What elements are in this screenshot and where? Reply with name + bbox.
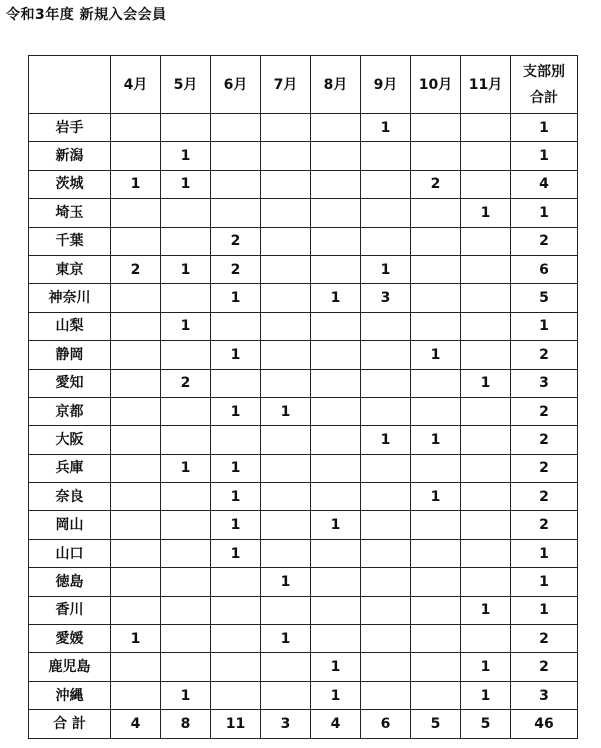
month-count-cell — [361, 369, 411, 397]
month-count-cell: 1 — [161, 170, 211, 198]
month-count-cell — [361, 341, 411, 369]
month-count-cell — [161, 653, 211, 681]
month-count-cell: 1 — [261, 397, 311, 425]
month-count-cell — [211, 681, 261, 709]
branch-total-cell: 2 — [511, 426, 578, 454]
month-count-cell — [361, 397, 411, 425]
branch-total-cell: 1 — [511, 568, 578, 596]
branch-total-header-line1: 支部別 — [523, 63, 565, 80]
month-count-cell — [361, 511, 411, 539]
branch-total-header — [511, 56, 578, 114]
month-count-cell — [211, 312, 261, 340]
month-total-cell: 5 — [461, 710, 511, 738]
month-count-cell — [461, 568, 511, 596]
month-count-cell: 1 — [311, 681, 361, 709]
table-row — [29, 596, 578, 624]
month-count-cell — [311, 114, 361, 142]
month-count-cell — [311, 454, 361, 482]
branch-total-cell: 2 — [511, 511, 578, 539]
month-count-cell — [461, 114, 511, 142]
month-count-cell — [161, 483, 211, 511]
month-count-cell — [361, 568, 411, 596]
branch-total-cell: 2 — [511, 454, 578, 482]
month-count-cell — [161, 539, 211, 567]
branch-total-cell: 2 — [511, 227, 578, 255]
month-count-cell — [411, 653, 461, 681]
month-total-cell: 5 — [411, 710, 461, 738]
month-count-cell — [211, 625, 261, 653]
month-count-cell: 2 — [211, 227, 261, 255]
branch-name: 鹿児島 — [29, 653, 111, 681]
month-count-cell — [161, 227, 211, 255]
branch-total-cell: 5 — [511, 284, 578, 312]
branch-total-cell: 3 — [511, 369, 578, 397]
table-row — [29, 284, 578, 312]
branch-total-header-line2: 合計 — [530, 89, 558, 106]
month-count-cell — [461, 341, 511, 369]
branch-name: 神奈川 — [29, 284, 111, 312]
month-count-cell — [211, 568, 261, 596]
month-header: 7月 — [261, 56, 311, 114]
month-count-cell — [411, 284, 461, 312]
month-count-cell: 1 — [111, 170, 161, 198]
month-count-cell — [211, 653, 261, 681]
month-count-cell — [411, 539, 461, 567]
month-total-cell: 3 — [261, 710, 311, 738]
branch-total-cell: 2 — [511, 483, 578, 511]
month-count-cell — [461, 454, 511, 482]
month-header: 9月 — [361, 56, 411, 114]
branch-total-cell: 1 — [511, 312, 578, 340]
month-count-cell — [211, 114, 261, 142]
month-count-cell — [261, 653, 311, 681]
month-count-cell — [411, 625, 461, 653]
month-count-cell — [261, 170, 311, 198]
month-count-cell: 1 — [361, 426, 411, 454]
month-count-cell — [461, 539, 511, 567]
branch-name: 愛知 — [29, 369, 111, 397]
month-count-cell — [261, 341, 311, 369]
grand-total-cell: 46 — [511, 710, 578, 738]
month-count-cell — [311, 341, 361, 369]
table-body — [29, 114, 578, 739]
month-count-cell: 1 — [461, 681, 511, 709]
month-count-cell: 1 — [211, 454, 261, 482]
branch-total-cell: 2 — [511, 625, 578, 653]
month-count-cell — [361, 227, 411, 255]
month-count-cell: 1 — [411, 426, 461, 454]
month-count-cell — [311, 142, 361, 170]
month-count-cell — [111, 454, 161, 482]
branch-name: 岩手 — [29, 114, 111, 142]
month-count-cell: 1 — [411, 483, 461, 511]
branch-total-cell: 1 — [511, 142, 578, 170]
month-count-cell — [161, 397, 211, 425]
branch-name: 大阪 — [29, 426, 111, 454]
month-header: 5月 — [161, 56, 211, 114]
month-count-cell — [361, 199, 411, 227]
table-row — [29, 625, 578, 653]
month-count-cell — [461, 170, 511, 198]
month-count-cell — [461, 397, 511, 425]
month-count-cell: 2 — [161, 369, 211, 397]
month-count-cell — [311, 539, 361, 567]
table-row — [29, 341, 578, 369]
table-row — [29, 170, 578, 198]
month-count-cell — [361, 454, 411, 482]
month-count-cell — [261, 426, 311, 454]
month-count-cell — [111, 426, 161, 454]
branch-total-cell: 4 — [511, 170, 578, 198]
month-count-cell — [161, 511, 211, 539]
month-count-cell — [111, 397, 161, 425]
month-count-cell — [161, 341, 211, 369]
month-count-cell — [111, 199, 161, 227]
month-count-cell — [111, 539, 161, 567]
month-count-cell — [111, 653, 161, 681]
month-count-cell — [361, 483, 411, 511]
month-count-cell — [261, 284, 311, 312]
month-count-cell — [261, 142, 311, 170]
table-row — [29, 681, 578, 709]
month-count-cell — [161, 625, 211, 653]
month-count-cell — [461, 426, 511, 454]
month-count-cell: 1 — [161, 454, 211, 482]
month-count-cell: 1 — [211, 483, 261, 511]
month-count-cell — [261, 454, 311, 482]
table-row — [29, 483, 578, 511]
month-count-cell — [261, 511, 311, 539]
month-header: 10月 — [411, 56, 461, 114]
month-count-cell — [411, 255, 461, 283]
month-count-cell — [211, 426, 261, 454]
branch-name: 新潟 — [29, 142, 111, 170]
month-count-cell: 1 — [311, 653, 361, 681]
month-total-cell: 6 — [361, 710, 411, 738]
month-count-cell — [411, 568, 461, 596]
month-count-cell — [111, 284, 161, 312]
month-total-cell: 4 — [111, 710, 161, 738]
month-count-cell — [311, 255, 361, 283]
branch-name: 山梨 — [29, 312, 111, 340]
table-row — [29, 454, 578, 482]
branch-name: 山口 — [29, 539, 111, 567]
branch-name: 奈良 — [29, 483, 111, 511]
month-count-cell — [311, 397, 361, 425]
month-count-cell: 2 — [411, 170, 461, 198]
month-count-cell: 1 — [361, 114, 411, 142]
month-count-cell — [111, 483, 161, 511]
month-count-cell — [111, 114, 161, 142]
month-header: 11月 — [461, 56, 511, 114]
month-count-cell: 1 — [261, 625, 311, 653]
month-count-cell — [111, 312, 161, 340]
branch-total-cell: 1 — [511, 596, 578, 624]
month-count-cell: 1 — [211, 284, 261, 312]
grand-total-row — [29, 710, 578, 738]
month-count-cell: 1 — [211, 397, 261, 425]
branch-name: 香川 — [29, 596, 111, 624]
branch-name: 千葉 — [29, 227, 111, 255]
month-count-cell — [361, 625, 411, 653]
table-row — [29, 539, 578, 567]
month-count-cell — [261, 681, 311, 709]
branch-total-cell: 2 — [511, 397, 578, 425]
month-count-cell — [461, 255, 511, 283]
branch-total-cell: 1 — [511, 199, 578, 227]
month-count-cell — [311, 625, 361, 653]
table-row — [29, 369, 578, 397]
table-row — [29, 142, 578, 170]
month-count-cell — [111, 227, 161, 255]
month-count-cell — [361, 539, 411, 567]
month-count-cell: 2 — [111, 255, 161, 283]
month-count-cell — [311, 568, 361, 596]
table-row — [29, 312, 578, 340]
month-count-cell — [161, 114, 211, 142]
month-count-cell — [111, 596, 161, 624]
month-count-cell — [261, 596, 311, 624]
month-count-cell — [311, 596, 361, 624]
month-count-cell — [461, 284, 511, 312]
month-count-cell — [111, 511, 161, 539]
month-total-cell: 11 — [211, 710, 261, 738]
branch-total-cell: 1 — [511, 539, 578, 567]
grand-total-label: 合 計 — [29, 710, 111, 738]
month-count-cell: 3 — [361, 284, 411, 312]
month-count-cell — [361, 653, 411, 681]
branch-name: 愛媛 — [29, 625, 111, 653]
month-count-cell — [261, 199, 311, 227]
month-total-cell: 8 — [161, 710, 211, 738]
month-count-cell — [411, 142, 461, 170]
month-count-cell — [461, 142, 511, 170]
month-count-cell — [261, 255, 311, 283]
month-count-cell — [461, 227, 511, 255]
table-row — [29, 511, 578, 539]
table-row — [29, 255, 578, 283]
month-count-cell: 1 — [161, 255, 211, 283]
month-count-cell — [261, 539, 311, 567]
month-count-cell — [211, 596, 261, 624]
month-count-cell: 1 — [461, 596, 511, 624]
month-count-cell — [411, 397, 461, 425]
month-count-cell — [311, 369, 361, 397]
month-count-cell — [361, 170, 411, 198]
table-row — [29, 114, 578, 142]
month-count-cell: 1 — [161, 312, 211, 340]
month-count-cell: 1 — [461, 653, 511, 681]
month-count-cell: 1 — [211, 341, 261, 369]
month-count-cell — [111, 568, 161, 596]
month-count-cell — [461, 511, 511, 539]
month-count-cell — [261, 227, 311, 255]
month-count-cell — [111, 681, 161, 709]
month-count-cell — [411, 596, 461, 624]
month-count-cell — [411, 681, 461, 709]
month-count-cell — [161, 199, 211, 227]
month-count-cell — [261, 114, 311, 142]
month-count-cell: 1 — [311, 284, 361, 312]
month-count-cell: 1 — [361, 255, 411, 283]
month-count-cell — [411, 227, 461, 255]
month-count-cell — [361, 681, 411, 709]
month-count-cell — [361, 596, 411, 624]
month-count-cell — [461, 625, 511, 653]
month-count-cell — [161, 284, 211, 312]
branch-total-cell: 2 — [511, 653, 578, 681]
month-count-cell: 1 — [261, 568, 311, 596]
branch-name: 沖縄 — [29, 681, 111, 709]
month-count-cell: 1 — [161, 681, 211, 709]
branch-total-cell: 3 — [511, 681, 578, 709]
month-count-cell: 1 — [211, 511, 261, 539]
header-row — [29, 56, 578, 114]
table-row — [29, 397, 578, 425]
branch-name: 茨城 — [29, 170, 111, 198]
table-row — [29, 199, 578, 227]
month-count-cell — [161, 426, 211, 454]
month-total-cell: 4 — [311, 710, 361, 738]
month-count-cell — [211, 170, 261, 198]
month-count-cell — [261, 312, 311, 340]
month-count-cell — [411, 312, 461, 340]
branch-name: 岡山 — [29, 511, 111, 539]
branch-name: 京都 — [29, 397, 111, 425]
month-header: 4月 — [111, 56, 161, 114]
month-count-cell — [111, 341, 161, 369]
month-count-cell — [211, 142, 261, 170]
month-count-cell — [261, 483, 311, 511]
corner-cell — [29, 56, 111, 114]
membership-table — [28, 55, 578, 739]
month-count-cell — [311, 199, 361, 227]
month-count-cell — [211, 199, 261, 227]
month-count-cell: 2 — [211, 255, 261, 283]
month-count-cell: 1 — [311, 511, 361, 539]
month-count-cell: 1 — [411, 341, 461, 369]
month-count-cell: 1 — [461, 369, 511, 397]
branch-name: 東京 — [29, 255, 111, 283]
month-count-cell: 1 — [161, 142, 211, 170]
month-header: 8月 — [311, 56, 361, 114]
month-count-cell — [111, 142, 161, 170]
month-count-cell: 1 — [211, 539, 261, 567]
month-count-cell — [211, 369, 261, 397]
month-count-cell: 1 — [461, 199, 511, 227]
month-count-cell — [311, 312, 361, 340]
branch-name: 静岡 — [29, 341, 111, 369]
month-count-cell — [311, 227, 361, 255]
month-count-cell — [111, 369, 161, 397]
month-count-cell — [311, 483, 361, 511]
month-count-cell — [411, 454, 461, 482]
table-row — [29, 227, 578, 255]
month-count-cell — [261, 369, 311, 397]
branch-name: 兵庫 — [29, 454, 111, 482]
month-count-cell — [461, 483, 511, 511]
month-count-cell — [411, 114, 461, 142]
month-count-cell — [161, 596, 211, 624]
month-header: 6月 — [211, 56, 261, 114]
branch-name: 徳島 — [29, 568, 111, 596]
month-count-cell — [311, 426, 361, 454]
table-row — [29, 426, 578, 454]
month-count-cell — [361, 142, 411, 170]
month-count-cell — [361, 312, 411, 340]
branch-total-cell: 2 — [511, 341, 578, 369]
table-row — [29, 653, 578, 681]
branch-total-cell: 1 — [511, 114, 578, 142]
month-count-cell: 1 — [111, 625, 161, 653]
month-count-cell — [461, 312, 511, 340]
branch-total-cell: 6 — [511, 255, 578, 283]
branch-name: 埼玉 — [29, 199, 111, 227]
document-title: 令和3年度 新規入会会員 — [6, 7, 167, 23]
month-count-cell — [411, 369, 461, 397]
month-count-cell — [411, 511, 461, 539]
month-count-cell — [311, 170, 361, 198]
month-count-cell — [411, 199, 461, 227]
month-count-cell — [161, 568, 211, 596]
table-row — [29, 568, 578, 596]
